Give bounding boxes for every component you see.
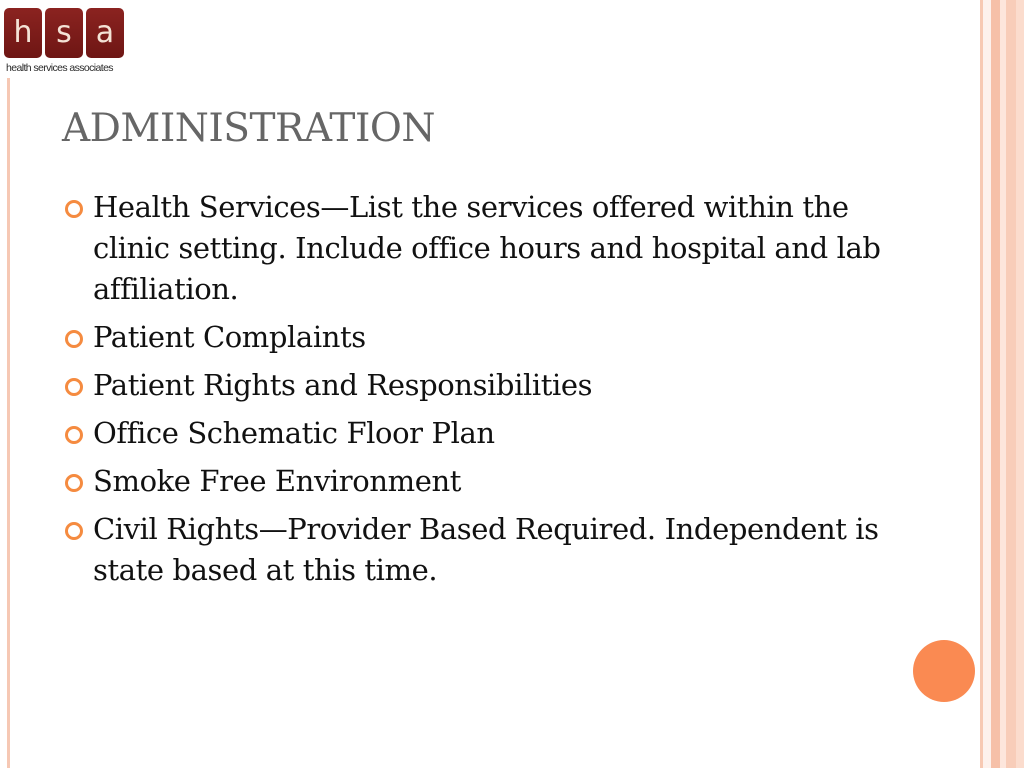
bullet-item [62, 413, 882, 454]
logo-tile-a: a [86, 8, 124, 58]
hsa-logo [4, 8, 126, 76]
right-stripe [1016, 0, 1024, 768]
ring-bullet-icon [65, 330, 83, 348]
right-stripe [991, 0, 1000, 768]
bullet-text: Smoke Free Environment [93, 464, 462, 498]
logo-tile-s: s [45, 8, 83, 58]
right-stripe [1006, 0, 1016, 768]
logo-tiles [4, 8, 124, 58]
ring-bullet-icon [65, 522, 83, 540]
bullet-text: Patient Complaints [93, 320, 366, 354]
slide-title: ADMINISTRATION [62, 106, 435, 151]
bullet-item [62, 187, 882, 310]
ring-bullet-icon [65, 474, 83, 492]
ring-bullet-icon [65, 426, 83, 444]
bullet-list [62, 187, 882, 598]
ring-bullet-icon [65, 378, 83, 396]
logo-tile-h: h [4, 8, 42, 58]
bullet-item [62, 509, 882, 591]
left-border-line [7, 78, 10, 768]
bullet-item [62, 365, 882, 406]
logo-caption: health services associates [6, 62, 113, 74]
bullet-item [62, 461, 882, 502]
bullet-text: Health Services—List the services offered within the clinic setting. Include office hours and hospital and lab affiliation. [93, 190, 881, 306]
bullet-item [62, 317, 882, 358]
ring-bullet-icon [65, 200, 83, 218]
right-stripe [983, 0, 991, 768]
orange-circle-decoration [913, 640, 975, 702]
bullet-text: Office Schematic Floor Plan [93, 416, 495, 450]
bullet-text: Civil Rights—Provider Based Required. Independent is state based at this time. [93, 512, 879, 587]
bullet-text: Patient Rights and Responsibilities [93, 368, 593, 402]
